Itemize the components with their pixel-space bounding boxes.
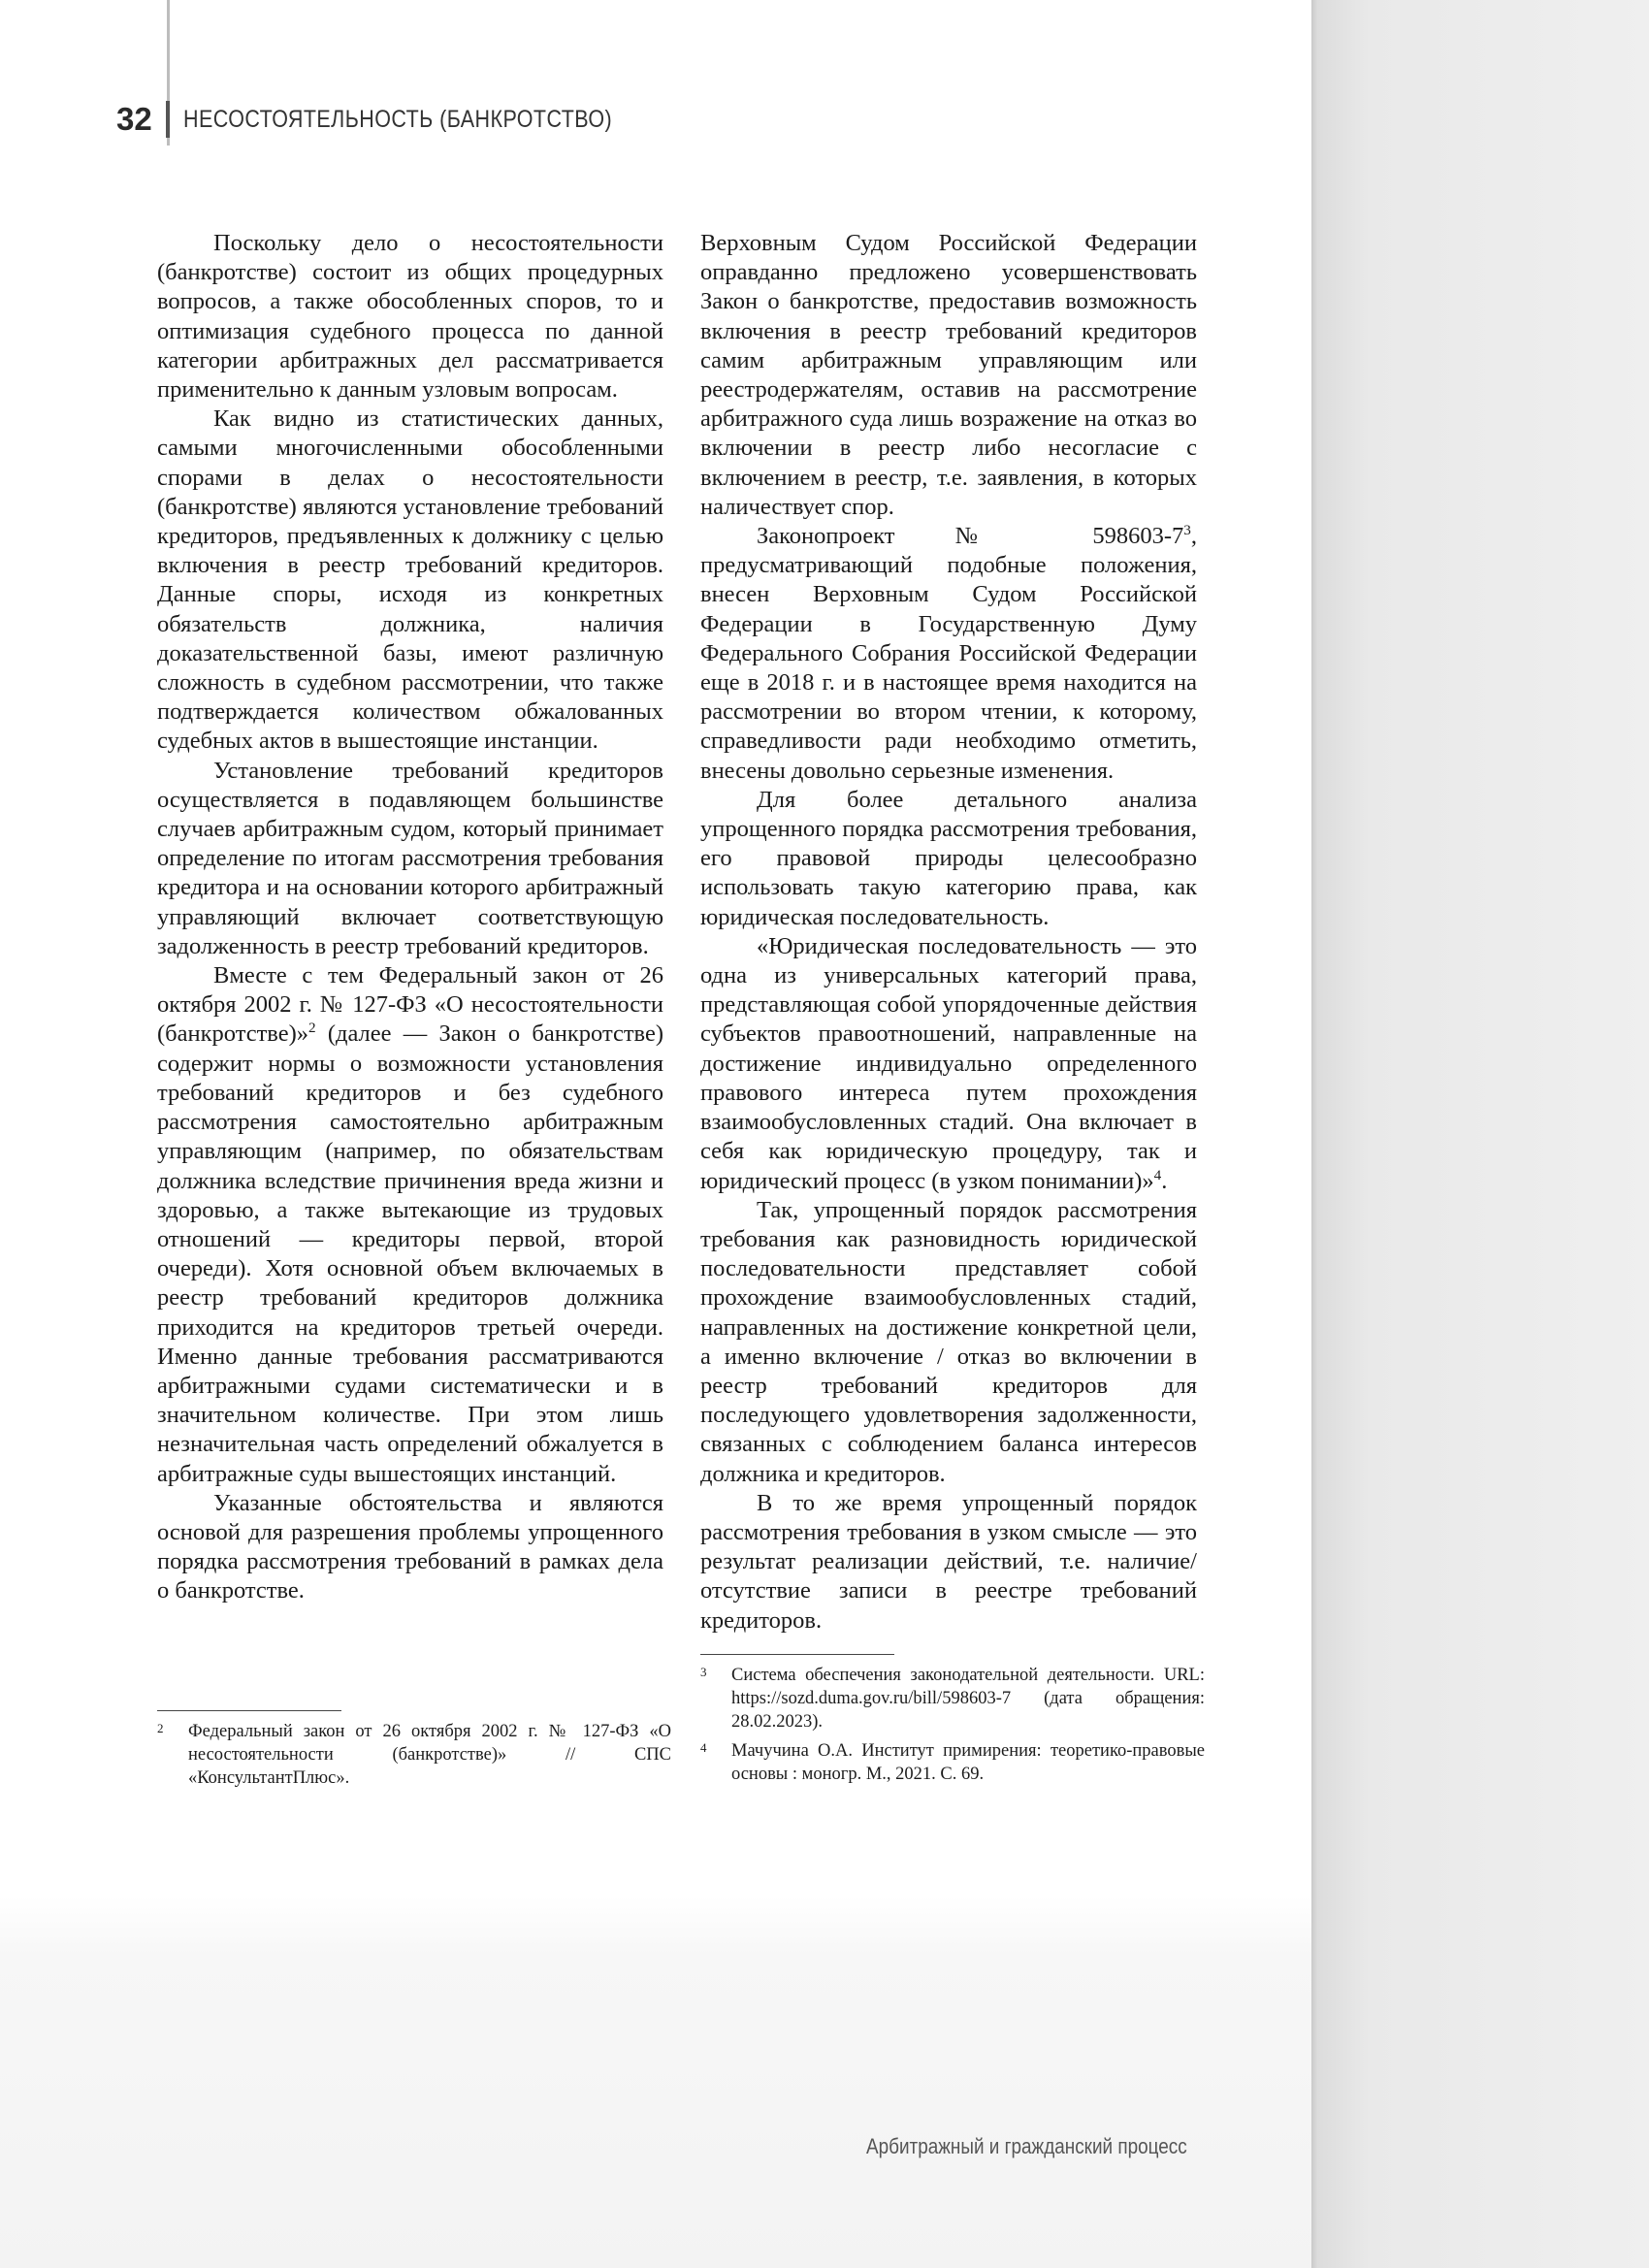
paragraph: Указанные обстоятельства и являются основой для разрешения проблемы упрощенного порядка рассмотрения требований в рамках дела о банкротстве. (157, 1489, 663, 1604)
paragraph-text: Вместе с тем Федеральный закон от 26 октября 2002 г. № 127-ФЗ «О несостоятельности (банкротстве)» (157, 962, 663, 1048)
footnote-ref: 3 (1183, 521, 1191, 538)
scan-bottom-shadow (0, 1896, 1311, 2268)
footnote (700, 1664, 1205, 1733)
footnote-ref: 2 (307, 1020, 316, 1037)
paragraph-text: , предусматривающий подобные положения, внесен Верховным Судом Российской Федерации в Государственную Думу Федерального Собрания Российской Федерации еще в 2018 г. и в настоящее время находится на рассмотрении во втором чтении, к которому, справедливости ради необходимо отметить, внесены довольно серьезные изменения. (700, 523, 1197, 784)
footnote (157, 1720, 671, 1790)
footnotes-left (157, 1720, 671, 1796)
header-divider (166, 101, 170, 138)
paragraph: Установление требований кредиторов осуществляется в подавляющем большинстве случаев арбитражным судом, который принимает определение по итогам рассмотрения требования кредитора и на основании которого арбитражный управляющий включает соответствующую задолженность в реестр требований кредиторов. (157, 757, 663, 959)
quote-text: «Юридическая последовательность — это одна из универсальных категорий права, представляющая собой упорядоченные действия субъектов правоотношений, направленные на достижение индивидуально определенного правового интереса путем прохождения взаимообусловленных стадий. Она включает в себя как юридическую процедуру, так и юридический процесс (в узком понимании)» (700, 932, 1197, 1194)
paragraph: Поскольку дело о несостоятельности (банкротстве) состоит из общих процедурных вопросов, а также обособленных споров, то и оптимизация судебного процесса по данной категории арбитражных дел рассматривается применительно к данным узловым вопросам. (157, 230, 663, 404)
paragraph: Верховным Судом Российской Федерации оправданно предложено усовершенствовать Закон о банкротстве, предоставив возможность включения в реестр требований кредиторов самим арбитражным управляющим или реестродержателям, оставив на рассмотрение арбитражного суда лишь возражение на отказ во включении в реестр либо несогласие с включением в реестр, т.е. заявления, в которых наличествует спор. (700, 230, 1197, 520)
paragraph (157, 961, 663, 1489)
footnote-text: Мачучина О.А. Институт примирения: теоретико-правовые основы : моногр. М., 2021. С. 69. (731, 1741, 1205, 1784)
left-column (157, 229, 663, 1606)
footnote-text: Федеральный закон от 26 октября 2002 г. № 127-ФЗ «О несостоятельности (банкротстве)» // СПС «КонсультантПлюс». (188, 1722, 671, 1788)
section-title: НЕСОСТОЯТЕЛЬНОСТЬ (БАНКРОТСТВО) (182, 105, 612, 133)
paragraph-text: . (1161, 1167, 1168, 1194)
footnote-ref: 4 (1153, 1166, 1162, 1183)
footnote-number: 4 (700, 1740, 707, 1755)
paragraph (700, 522, 1197, 786)
footnote (700, 1739, 1205, 1786)
paragraph-text: Законопроект № 598603-7 (757, 523, 1184, 550)
footnote-divider (700, 1654, 894, 1655)
footnote-number: 3 (700, 1665, 707, 1679)
paragraph: Так, упрощенный порядок рассмотрения требования как разновидность юридической последовательности представляет собой прохождение взаимообусловленных стадий, направленных на достижение конкретной цели, а именно включение / отказ во включении в реестр требований кредиторов для последующего удовлетворения задолженности, связанных с соблюдением баланса интересов должника и кредиторов. (700, 1196, 1197, 1487)
paragraph: В то же время упрощенный порядок рассмотрения требования в узком смысле — это результат реализации действий, т.е. наличие/отсутствие записи в реестре требований кредиторов. (700, 1489, 1197, 1634)
paragraph-text: (далее — Закон о банкротстве) содержит нормы о возможности установления требований кредиторов и без судебного рассмотрения самостоятельно арбитражным управляющим (например, по обязательствам должника вследствие причинения вреда жизни и здоровью, а также вытекающие из трудовых отношений — кредиторы первой, второй очереди). Хотя основной объем включаемых в реестр требований кредиторов должника приходится на кредиторов третьей очереди. Именно данные требования рассматриваются арбитражными судами систематически и в значительном количестве. При этом лишь незначительная часть определений обжалуется в арбитражные суды вышестоящих инстанций. (157, 1021, 663, 1487)
footnote-number: 2 (157, 1721, 164, 1735)
right-column (700, 229, 1197, 1636)
footnotes-right (700, 1664, 1205, 1792)
paragraph: Для более детального анализа упрощенного порядка рассмотрения требования, его правовой природы целесообразно использовать такую категорию права, как юридическая последовательность. (700, 786, 1197, 930)
journal-title-footer: Арбитражный и гражданский процесс (866, 2134, 1187, 2158)
page-header (116, 95, 682, 144)
footnote-divider (157, 1710, 341, 1711)
paragraph: Как видно из статистических данных, самыми многочисленными обособленными спорами в делах о несостоятельности (банкротстве) являются установление требований кредиторов, предъявленных к должнику с целью включения в реестр требований кредиторов. Данные споры, исходя из конкретных обязательств должника, наличия доказательственной базы, имеют различную сложность в судебном рассмотрении, что также подтверждается количеством обжалованных судебных актов в вышестоящие инстанции. (157, 405, 663, 755)
page-number: 32 (116, 101, 152, 137)
footnote-text: Система обеспечения законодательной деятельности. URL: https://sozd.duma.gov.ru/bill/598603-7 (дата обращения: 28.02.2023). (731, 1666, 1205, 1732)
scan-background-edge (1311, 0, 1649, 2268)
paragraph (700, 932, 1197, 1196)
